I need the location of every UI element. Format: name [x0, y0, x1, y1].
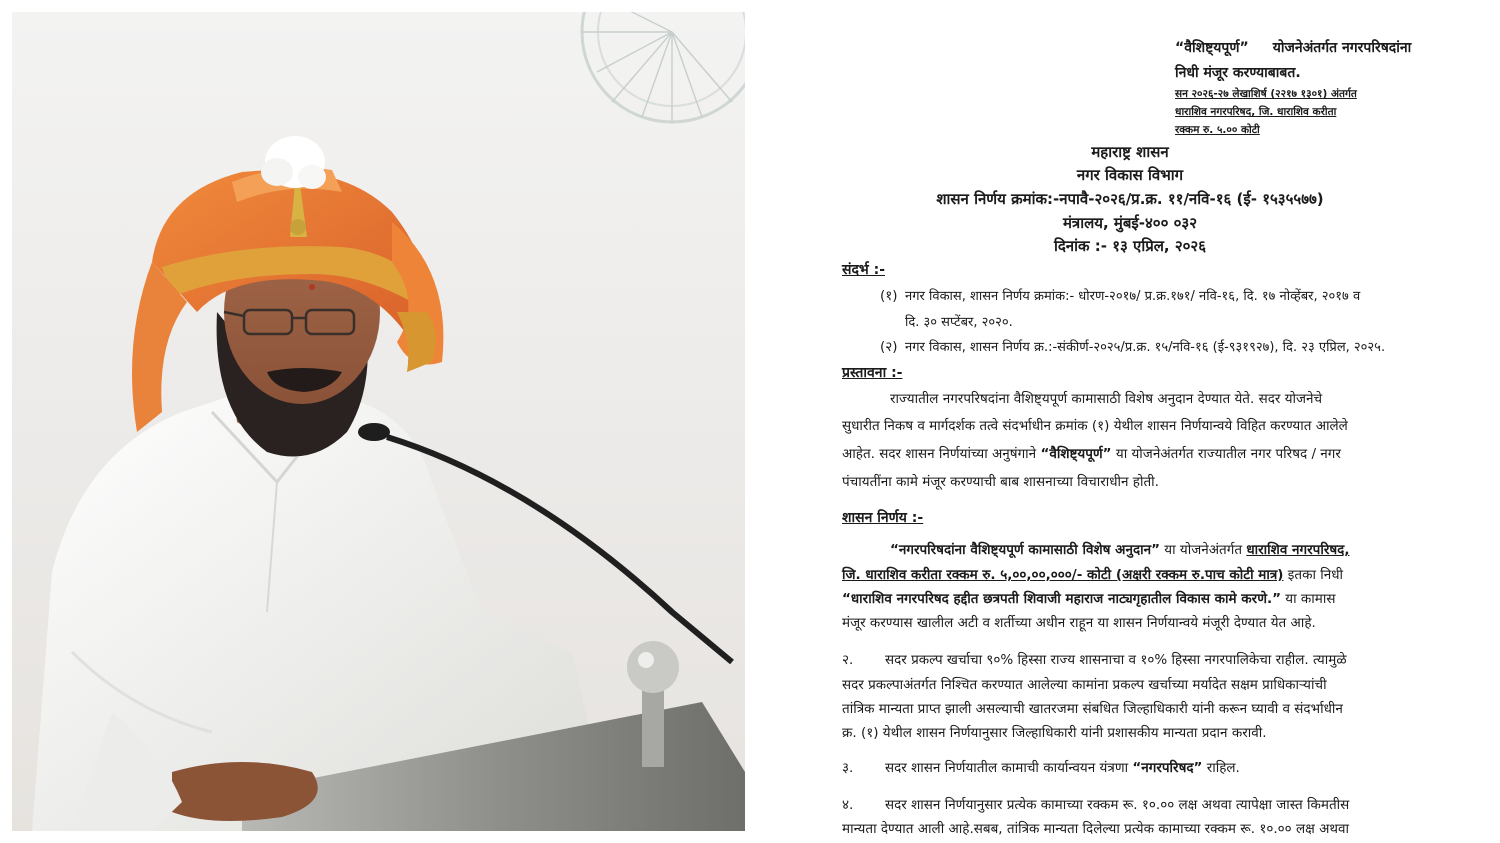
gr-number: शासन निर्णय क्रमांक:-नपावै-२०२६/प्र.क्र. ११/नवि-१६ (ई- १५३५५७७): [936, 190, 1324, 208]
clause-3-line: [885, 760, 1240, 777]
decision-p1-line-2-b: इतका निधी: [1287, 567, 1344, 583]
subject-line-5: रक्कम रु. ५.०० कोटी: [1175, 124, 1260, 136]
references-heading: संदर्भ :-: [842, 262, 886, 278]
reference-1-number: (१): [880, 288, 898, 304]
issuing-place: मंत्रालय, मुंबई-४०० ०३२: [1062, 214, 1198, 232]
preamble-line-3: [842, 446, 1341, 463]
subject-quote: “वैशिष्ट्यपूर्ण”: [1175, 40, 1249, 56]
implementing-agency: “नगरपरिषद”: [1132, 760, 1203, 776]
clause-4-number: ४.: [842, 797, 854, 813]
decision-p1-line-3-b: या कामास: [1285, 591, 1336, 607]
preamble-line-3-emphasis: “वैशिष्ट्यपूर्ण”: [1040, 446, 1112, 462]
subject-line-1: [1175, 40, 1411, 57]
fan-icon: [582, 12, 745, 122]
decision-p1-line-2: [842, 567, 1343, 584]
speaker-photo: [12, 12, 745, 831]
preamble-heading: प्रस्तावना :-: [842, 365, 903, 381]
clause-3-a: सदर शासन निर्णयातील कामाची कार्यान्वयन यंत्रणा: [885, 760, 1129, 776]
clause-3-number: ३.: [842, 760, 854, 776]
clause-2-line-4: क्र. (१) येथील शासन निर्णयानुसार जिल्हाधिकारी यांनी प्रशासकीय मान्यता प्रदान करावी.: [842, 725, 1267, 741]
clause-3-c: राहिल.: [1206, 760, 1240, 776]
preamble-line-3-c: या योजनेअंतर्गत राज्यातील नगर परिषद / नगर: [1115, 446, 1341, 462]
preamble-line-2: सुधारीत निकष व मार्गदर्शक तत्वे संदर्भाधीन क्रमांक (१) येथील शासन निर्णयान्वये विहित करण्यात आलेले: [842, 418, 1348, 434]
clause-2-line-3: तांत्रिक मान्यता प्राप्त झाली असल्याची खातरजमा संबधित जिल्हाधिकारी यांनी करून घ्यावी व संदर्भाधीन: [842, 701, 1343, 717]
decision-p1-line-4: मंजूर करण्यास खालील अटी व शर्तीच्या अधीन राहून या शासन निर्णयान्वये मंजूरी देण्यात येत आहे.: [842, 615, 1316, 631]
clause-2-line-1: सदर प्रकल्प खर्चाचा ९०% हिस्सा राज्य शासनाचा व १०% हिस्सा नगरपालिकेचा राहील. त्यामुळे: [885, 652, 1347, 668]
clause-4-line-2: मान्यता देण्यात आली आहे.सबब, तांत्रिक मान्यता दिलेल्या प्रत्येक कामाच्या रक्कम रू. १०.०० लक्ष अथवा: [842, 821, 1350, 837]
decision-p1-line-3: [842, 591, 1335, 608]
speaker-photo-illustration: [12, 12, 745, 831]
scheme-name: “नगरपरिषदांना वैशिष्ट्यपूर्ण कामासाठी विशेष अनुदान”: [890, 542, 1160, 558]
subject-line-4: धाराशिव नगरपरिषद, जि. धाराशिव करीता: [1175, 106, 1337, 118]
government-resolution-document: [760, 0, 1500, 843]
subject-line-2: निधी मंजूर करण्याबाबत.: [1175, 65, 1301, 81]
decision-p1-line-1-b: या योजनेअंतर्गत: [1164, 542, 1243, 558]
reference-1-line-2: दि. ३० सप्टेंबर, २०२०.: [905, 315, 1013, 330]
government-name: महाराष्ट्र शासन: [1091, 143, 1169, 161]
sanctioned-amount: जि. धाराशिव करीता रक्कम रु. ५,००,००,०००/- कोटी (अक्षरी रक्कम रु.पाच कोटी मात्र): [842, 567, 1284, 583]
decision-heading: शासन निर्णय :-: [842, 510, 924, 526]
reference-1-line-1: नगर विकास, शासन निर्णय क्रमांक:- धोरण-२०१७/ प्र.क्र.१७१/ नवि-१६, दि. १७ नोव्हेंबर, २०१७ व: [905, 289, 1361, 304]
department-name: नगर विकास विभाग: [1076, 166, 1184, 184]
reference-2-line-1: नगर विकास, शासन निर्णय क्र.:-संकीर्ण-२०२५/प्र.क्र. १५/नवि-१६ (ई-९३१९२७), दि. २३ एप्रिल, २०२५.: [905, 340, 1386, 355]
preamble-line-4: पंचायतींना कामे मंजूर करण्याची बाब शासनाच्या विचाराधीन होती.: [842, 474, 1159, 490]
preamble-line-3-a: आहेत. सदर शासन निर्णयांच्या अनुषंगाने: [842, 446, 1037, 462]
preamble-line-1: राज्यातील नगरपरिषदांना वैशिष्ट्यपूर्ण कामासाठी विशेष अनुदान देण्यात येते. सदर योजनेचे: [890, 391, 1323, 407]
reference-2-number: (२): [880, 339, 898, 355]
clause-2-line-2: सदर प्रकल्पाअंतर्गत निश्चित करण्यात आलेल्या कामांना प्रकल्प खर्चाच्या मर्यादेत सक्षम प्राधिकाऱ्यांची: [842, 677, 1327, 693]
clause-4-line-1: सदर शासन निर्णयानुसार प्रत्येक कामाच्या रक्कम रू. १०.०० लक्ष अथवा त्यापेक्षा जास्त किमतीस: [885, 797, 1350, 813]
issue-date: दिनांक :- १३ एप्रिल, २०२६: [1053, 237, 1207, 255]
decision-p1-line-1: [890, 542, 1349, 559]
subject-line-3: सन २०२६-२७ लेखाशिर्ष (२२१७ १३०१) अंतर्गत: [1175, 88, 1357, 100]
council-name: धाराशिव नगरपरिषद,: [1246, 542, 1350, 558]
subject-line-1-rest: योजनेअंतर्गत नगरपरिषदांना: [1272, 40, 1412, 56]
work-description: “धाराशिव नगरपरिषद हद्दीत छत्रपती शिवाजी महाराज नाट्यगृहातील विकास कामे करणे.”: [842, 591, 1281, 607]
clause-2-number: २.: [842, 652, 854, 668]
